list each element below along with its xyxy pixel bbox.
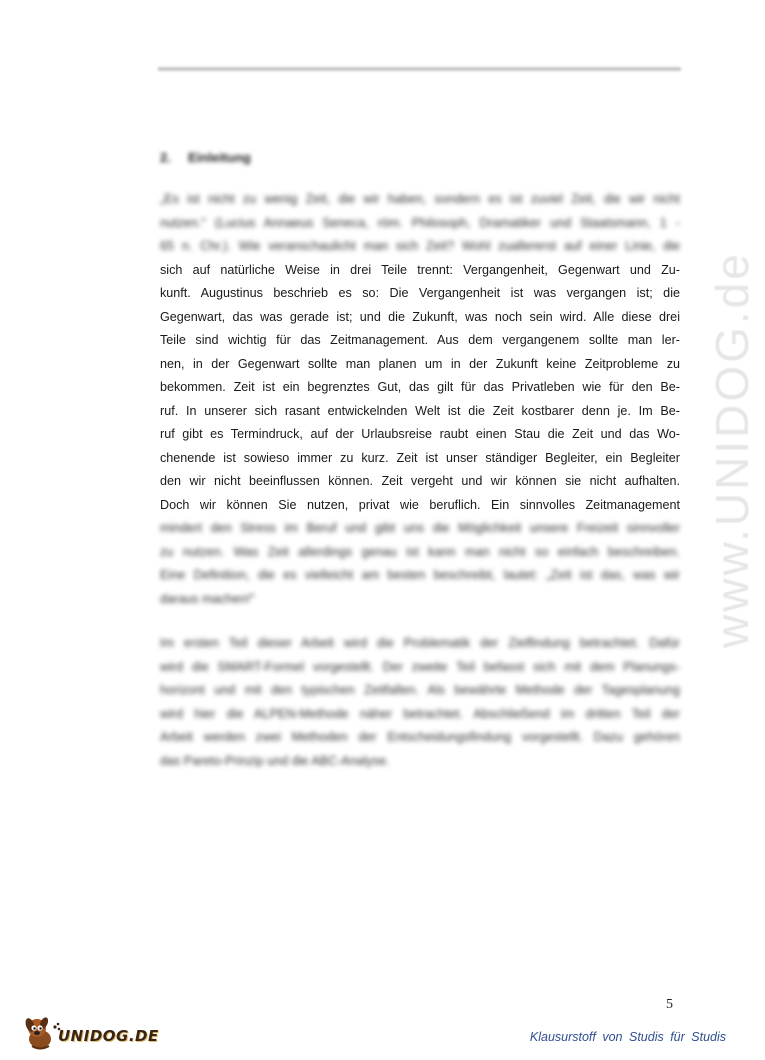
text-line: den wir nicht beeinflussen können. Zeit vergeht und wir können sie nicht aufhalten. (160, 474, 680, 488)
text-line: chenende ist sowieso immer zu kurz. Zeit ist unser ständiger Begleiter, ein Begleiter (160, 450, 680, 465)
text-line: Im ersten Teil dieser Arbeit wird die Problematik der Zielfindung betrachtet. Dafür (160, 636, 680, 650)
text-line: kunft. Augustinus beschrieb es so: Die Vergangenheit ist was vergangen ist; die (160, 286, 680, 300)
text-line: bekommen. Zeit ist ein begrenztes Gut, das gilt für das Privatleben wie für den Be- (160, 380, 680, 394)
unidog-logo[interactable] (22, 1015, 159, 1051)
text-line: ruf. In unserer sich rasant entwickelnden Welt ist die Zeit kostbarer denn je. Im Be- (160, 403, 680, 418)
text-line: Teile sind wichtig für das Zeitmanagement. Aus dem vergangenem sollte man ler- (160, 333, 680, 347)
text-line: ruf gibt es Termindruck, auf der Urlaubsreise raubt einen Stau die Zeit und das Wo- (160, 427, 680, 441)
text-line: wird hier die ALPEN-Methode näher betrachtet. Abschließend im dritten Teil der (160, 706, 680, 721)
text-line: Doch wir können Sie nutzen, privat wie beruflich. Ein sinnvolles Zeitmanagement (160, 497, 680, 512)
header-rule (158, 67, 681, 71)
text-line: das Pareto-Prinzip und die ABC-Analyse. (160, 753, 390, 768)
watermark: www.UNIDOG.de (706, 251, 758, 648)
page-number: 5 (666, 997, 673, 1012)
text-line: Eine Definition, die es vielleicht am besten beschreibt, lautet: „Zeit ist das, was wir (160, 568, 680, 582)
text-line: Gegenwart, das was gerade ist; und die Zukunft, was noch sein wird. Alle diese drei (160, 309, 680, 324)
text-line: mindert den Stress im Beruf und gibt uns die Möglichkeit unsere Freizeit sinnvoller (160, 521, 680, 535)
text-line: nen, in der Gegenwart sollte man planen um in der Zukunft keine Zeitprobleme zu (160, 356, 680, 371)
paragraph-introduction (160, 188, 680, 611)
logo-text: UNIDOG.DE (58, 1027, 159, 1045)
text-line: horizont und mit den typischen Zeitfallen. Als bewährte Methode der Tagesplanung (160, 683, 680, 697)
text-line: wird die SMART-Formel vorgestellt. Der zweite Teil befasst sich mit dem Planungs- (160, 659, 680, 674)
text-line: nutzen." (Lucius Annaeus Seneca, röm. Philosoph, Dramatiker und Staatsmann, 1 - (160, 215, 680, 230)
section-number: 2. (160, 150, 171, 165)
footer-slogan: Klausurstoff von Studis für Studis (529, 1030, 726, 1044)
paragraph-outline (160, 632, 680, 773)
text-line: daraus machen!" (160, 591, 255, 606)
text-line: „Es ist nicht zu wenig Zeit, die wir haben, sondern es ist zuviel Zeit, die wir nicht (160, 192, 680, 206)
dog-mascot-icon (22, 1015, 62, 1051)
text-line: Arbeit werden zwei Methoden der Entscheidungsfindung vorgestellt. Dazu gehören (160, 730, 680, 744)
text-line: sich auf natürliche Weise in drei Teile trennt: Vergangenheit, Gegenwart und Zu- (160, 262, 680, 277)
section-title: Einleitung (188, 150, 251, 165)
text-line: 65 n. Chr.). Wie veranschaulicht man sich Zeit? Wohl zuallererst auf einer Linie, die (160, 239, 680, 253)
text-line: zu nutzen. Was Zeit allerdings genau ist kann man nicht so einfach beschreiben. (160, 544, 680, 559)
section-heading (160, 150, 680, 165)
